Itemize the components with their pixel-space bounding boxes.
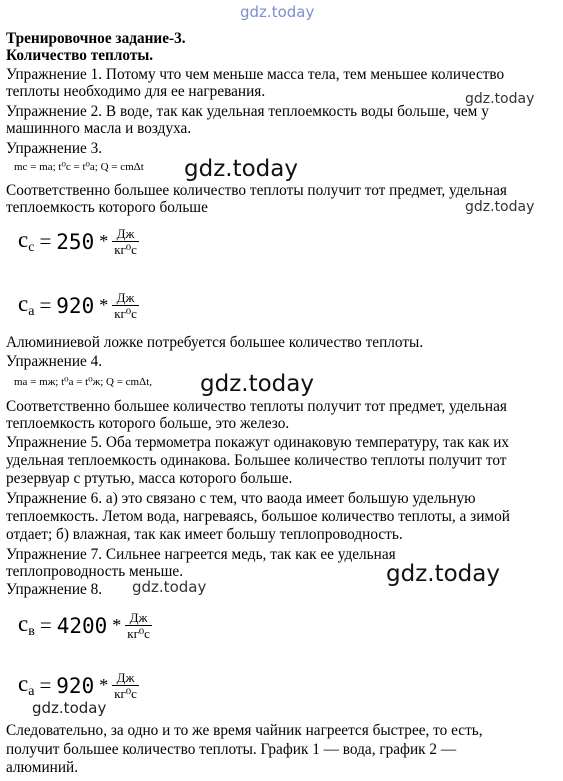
formula-unit: $\frac{Дж}{\text{кг⁰с}}$ xyxy=(114,226,137,257)
text-line: теплоемкость которого больше xyxy=(6,199,208,216)
text-line: Упражнение 4. xyxy=(6,353,103,370)
text-line: машинного масла и воздуха. xyxy=(6,120,192,137)
formula-specific-heat-aluminium xyxy=(18,290,139,321)
formula-value: 250 xyxy=(56,229,95,254)
text-line: теплоты необходимо для ее нагревания. xyxy=(6,83,266,100)
text-line: алюминий. xyxy=(6,759,79,776)
formula-equals: = xyxy=(39,673,52,697)
formula-specific-heat-aluminium-2 xyxy=(18,670,139,701)
text-line: Соответственно большее количество теплоты получит тот предмет, удельная xyxy=(6,398,507,415)
watermark-small: gdz.today xyxy=(465,91,535,107)
text-line: Упражнение 7. Сильнее нагреется медь, так как ее удельная xyxy=(6,546,396,563)
formula-equals: = xyxy=(39,229,52,253)
watermark-large: gdz.today xyxy=(200,371,314,397)
formula-specific-heat-water xyxy=(18,610,152,641)
text-line: Упражнение 6. а) это связано с тем, что ваода имеет большую удельную xyxy=(6,490,476,507)
formula-value: 920 xyxy=(56,673,95,698)
formula-line: mа = mж; t⁰а = t⁰ж; Q = cmΔt, xyxy=(14,376,152,388)
watermark-small: gdz.today xyxy=(32,699,107,717)
formula-value: 920 xyxy=(56,293,95,318)
formula-unit: $\frac{Дж}{\text{кг⁰с}}$ xyxy=(127,610,150,641)
formula-symbol: $c_с$ xyxy=(18,227,35,255)
text-line: Упражнение 1. Потому что чем меньше масса тела, тем меньшее количество xyxy=(6,66,505,83)
formula-equals: = xyxy=(39,613,52,637)
page-subtitle: Количество теплоты. xyxy=(6,47,154,64)
formula-multiply: * xyxy=(99,295,109,315)
watermark-top: gdz.today xyxy=(240,3,315,21)
text-line: Упражнение 8. xyxy=(6,581,103,598)
watermark-large: gdz.today xyxy=(184,156,298,182)
formula-line: mс = mа; t⁰с = t⁰а; Q = cmΔt xyxy=(14,161,144,173)
watermark-small: gdz.today xyxy=(132,578,207,596)
formula-value: 4200 xyxy=(56,613,108,638)
text-line: теплоемкость которого больше, это железо. xyxy=(6,415,290,432)
formula-multiply: * xyxy=(112,615,122,635)
text-line: теплоемкость. Летом вода, нагреваясь, большое количество теплоты, а зимой xyxy=(6,508,510,525)
text-line: удельная теплоемкость одинакова. Большее количество теплоты получит тот xyxy=(6,452,507,469)
formula-symbol: $c_в$ xyxy=(18,611,35,639)
formula-equals: = xyxy=(39,293,52,317)
text-line: Алюминиевой ложке потребуется большее количество теплоты. xyxy=(6,334,424,351)
text-line: теплопроводность меньше. xyxy=(6,563,184,580)
formula-multiply: * xyxy=(99,231,109,251)
text-line: Упражнение 3. xyxy=(6,140,103,157)
formula-symbol: $c_а$ xyxy=(18,291,35,319)
formula-unit: $\frac{Дж}{\text{кг⁰с}}$ xyxy=(114,670,137,701)
formula-multiply: * xyxy=(99,675,109,695)
formula-symbol: $c_а$ xyxy=(18,671,35,699)
formula-unit: $\frac{Дж}{\text{кг⁰с}}$ xyxy=(114,290,137,321)
text-line: Следовательно, за одно и то же время чайник нагреется быстрее, то есть, xyxy=(6,722,483,739)
page-title: Тренировочное задание-3. xyxy=(6,30,186,47)
watermark-large: gdz.today xyxy=(386,561,500,587)
text-line: получит большее количество теплоты. График 1 — вода, график 2 — xyxy=(6,741,457,758)
text-line: резервуар с ртутью, масса которого больше. xyxy=(6,470,293,487)
text-line: Соответственно большее количество теплоты получит тот предмет, удельная xyxy=(6,182,507,199)
text-line: Упражнение 2. В воде, так как удельная теплоемкость воды больше, чем у xyxy=(6,103,489,120)
watermark-small: gdz.today xyxy=(465,199,535,215)
formula-specific-heat-steel xyxy=(18,226,139,257)
text-line: Упражнение 5. Оба термометра покажут одинаковую температуру, так как их xyxy=(6,434,510,451)
text-line: отдает; б) влажная, так как имеет большу теплопроводность. xyxy=(6,526,403,543)
